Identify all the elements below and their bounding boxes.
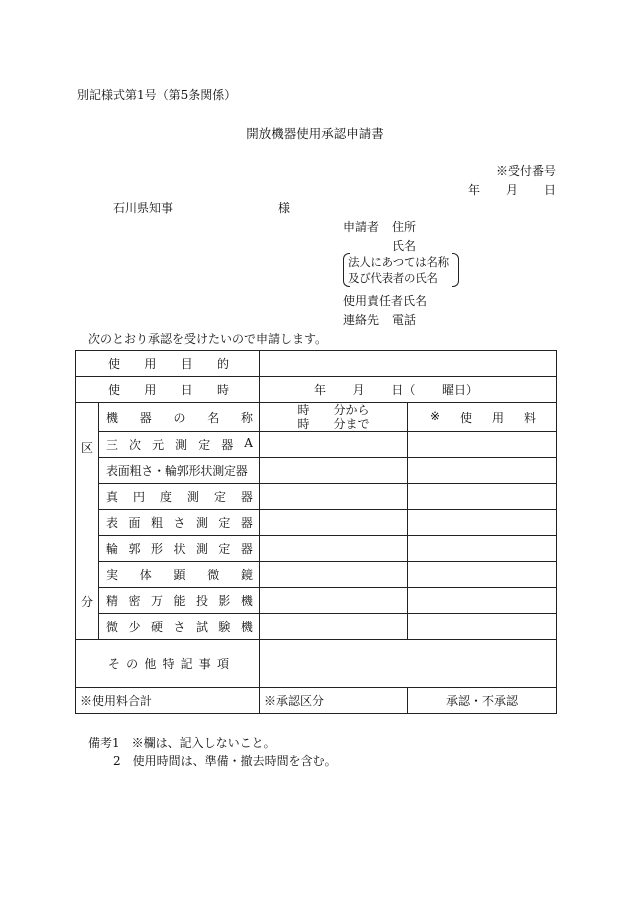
honorific: 様 xyxy=(278,201,291,215)
approval-value-cell[interactable] xyxy=(408,688,557,714)
category-label-1: 区 xyxy=(80,441,93,455)
equipment-row xyxy=(76,510,557,536)
other-notes-label-cell xyxy=(76,640,260,688)
equipment-header-row xyxy=(76,403,557,432)
fee-field[interactable] xyxy=(408,562,557,588)
date-day-label: 日 xyxy=(543,183,556,197)
equipment-name-cell xyxy=(99,588,260,614)
approval-label-cell xyxy=(260,688,408,714)
time-field[interactable] xyxy=(260,432,408,458)
receipt-number-label: ※受付番号 xyxy=(495,164,556,178)
equipment-row xyxy=(76,562,557,588)
note-2: 2 使用時間は、準備・撤去時間を含む。 xyxy=(113,754,337,768)
time-field[interactable] xyxy=(260,588,408,614)
purpose-label: 使 用 目 的 xyxy=(108,357,229,371)
totals-row xyxy=(76,688,557,714)
applicant-name-label: 氏名 xyxy=(392,239,417,253)
equipment-name: 微 少 硬 さ 試 験 機 xyxy=(106,620,253,634)
equipment-name: 三 次 元 測 定 器 A xyxy=(106,436,253,452)
corporate-note-line1: 法人にあつては名称 xyxy=(348,255,449,269)
right-bracket xyxy=(452,253,459,287)
time-field[interactable] xyxy=(260,484,408,510)
datetime-label-cell xyxy=(76,377,260,403)
approval-value: 承認・不承認 xyxy=(445,694,518,708)
approval-label: ※承認区分 xyxy=(264,694,325,708)
applicant-label: 申請者 xyxy=(343,220,380,234)
purpose-field[interactable] xyxy=(260,351,557,377)
fee-header: ※ 使 用 料 xyxy=(430,408,536,425)
responsible-person-label: 使用責任者氏名 xyxy=(343,294,428,308)
equipment-row xyxy=(76,536,557,562)
equipment-name: 表 面 粗 さ 測 定 器 xyxy=(106,516,253,530)
equipment-row xyxy=(76,458,557,484)
category-label-2: 分 xyxy=(80,595,93,609)
equipment-name-cell xyxy=(99,536,260,562)
application-table xyxy=(75,350,557,714)
fee-field[interactable] xyxy=(408,588,557,614)
date-month-label: 月 xyxy=(505,183,518,197)
time-from-label: 時 分から xyxy=(297,403,370,417)
equipment-name-header-cell xyxy=(99,403,260,432)
phone-label: 電話 xyxy=(392,313,417,327)
time-field[interactable] xyxy=(260,562,408,588)
equipment-name-cell xyxy=(99,432,260,458)
application-date xyxy=(468,181,556,198)
applicant-address-label: 住所 xyxy=(392,220,417,234)
equipment-name-cell xyxy=(99,562,260,588)
time-to-label: 時 分まで xyxy=(297,417,370,431)
other-notes-row xyxy=(76,640,557,688)
corporate-note-bracket xyxy=(343,253,459,285)
equipment-name-cell xyxy=(99,458,260,484)
other-notes-field[interactable] xyxy=(260,640,557,688)
equipment-name-cell xyxy=(99,510,260,536)
equipment-name-header: 機 器 の 名 称 xyxy=(106,410,253,425)
fee-field[interactable] xyxy=(408,432,557,458)
equipment-row xyxy=(76,484,557,510)
equipment-name: 表面粗さ・輪郭形状測定器 xyxy=(106,464,248,478)
equipment-name: 精 密 万 能 投 影 機 xyxy=(106,594,253,608)
time-field[interactable] xyxy=(260,458,408,484)
equipment-row xyxy=(76,588,557,614)
fee-field[interactable] xyxy=(408,536,557,562)
date-year-label: 年 xyxy=(467,183,480,197)
intro-statement: 次のとおり承認を受けたいので申請します。 xyxy=(88,332,328,346)
form-number: 別記様式第1号（第5条関係） xyxy=(77,88,237,102)
equipment-row xyxy=(76,614,557,640)
usage-date-parts: 年 月 日（ 曜日） xyxy=(314,383,478,397)
addressee: 石川県知事 xyxy=(113,201,174,215)
contact-label: 連絡先 xyxy=(343,313,380,327)
fee-field[interactable] xyxy=(408,614,557,640)
time-field[interactable] xyxy=(260,536,408,562)
equipment-name-cell xyxy=(99,484,260,510)
time-header xyxy=(260,403,408,432)
fee-field[interactable] xyxy=(408,510,557,536)
datetime-label: 使 用 日 時 xyxy=(108,383,229,397)
datetime-row xyxy=(76,377,557,403)
purpose-label-cell xyxy=(76,351,260,377)
corporate-note-line2: 及び代表者の氏名 xyxy=(348,271,438,285)
document-title: 開放機器使用承認申請書 xyxy=(246,126,384,141)
equipment-row xyxy=(76,432,557,458)
equipment-name: 輪 郭 形 状 測 定 器 xyxy=(106,542,253,556)
fee-total-cell[interactable] xyxy=(76,688,260,714)
purpose-row xyxy=(76,351,557,377)
fee-field[interactable] xyxy=(408,458,557,484)
equipment-name: 実 体 顕 微 鏡 xyxy=(106,568,253,582)
time-field[interactable] xyxy=(260,510,408,536)
fee-header-cell xyxy=(408,403,557,432)
note-1: 備考1 ※欄は、記入しないこと。 xyxy=(88,736,276,750)
datetime-field[interactable] xyxy=(260,377,557,403)
equipment-name-cell xyxy=(99,614,260,640)
category-column xyxy=(76,403,99,640)
other-notes-label: そ の 他 特 記 事 項 xyxy=(108,657,229,671)
time-field[interactable] xyxy=(260,614,408,640)
fee-total-label: ※使用料合計 xyxy=(80,694,153,708)
equipment-name: 真 円 度 測 定 器 xyxy=(106,490,253,504)
fee-field[interactable] xyxy=(408,484,557,510)
